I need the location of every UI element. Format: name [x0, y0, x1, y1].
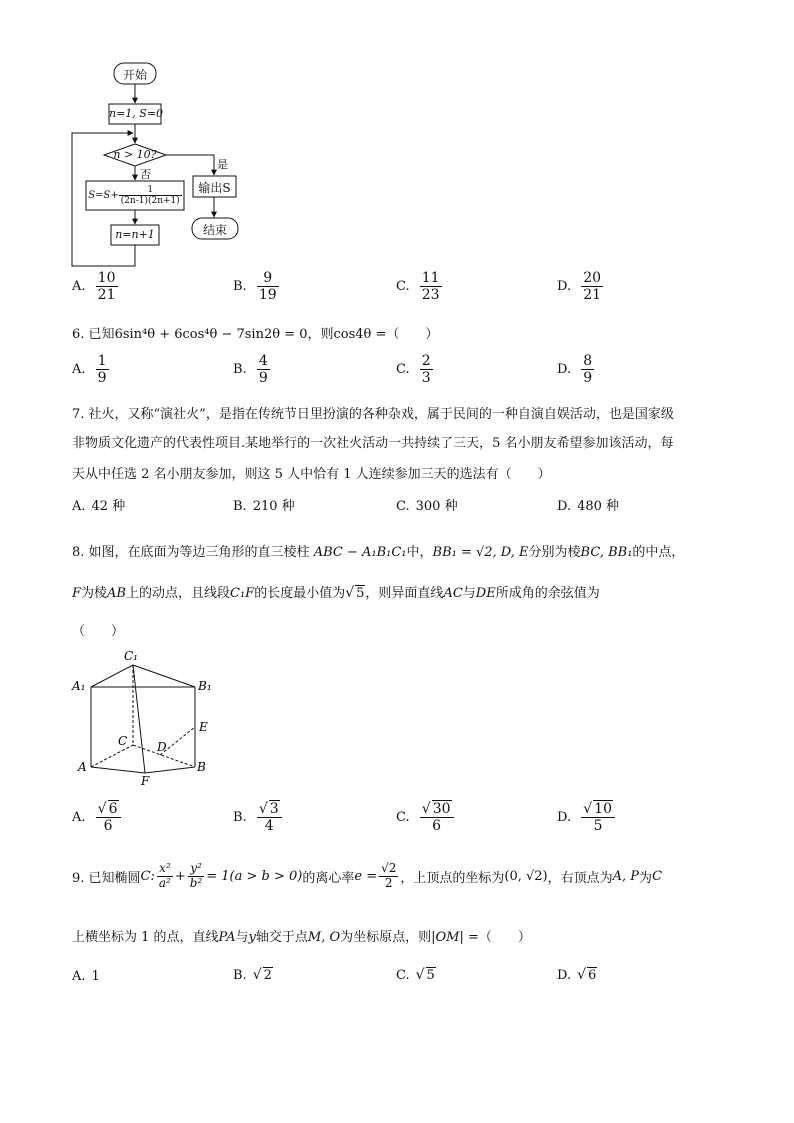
q9-line2-i: （ ） — [478, 930, 531, 945]
q5-option-d-label: D. — [557, 279, 572, 295]
q6-stem — [72, 323, 438, 342]
q8-option-d-label: D. — [557, 809, 572, 825]
q8-line1-a: 8. 如图，在底面为等边三角形的直三棱柱 — [72, 545, 310, 560]
q5-option-d[interactable] — [557, 270, 603, 303]
q9-line1-d: 的离心率 — [302, 870, 355, 886]
prism-label-c: C — [118, 734, 128, 748]
q9-line1-c: = 1(a > b > 0) — [206, 868, 303, 884]
q7-option-d-label: D. — [557, 499, 572, 514]
q7-option-c[interactable] — [396, 495, 458, 514]
q9-x-num: x² — [157, 862, 173, 877]
q5-option-a-num: 10 — [97, 270, 116, 286]
flow-process-label — [87, 182, 183, 209]
q8-line2-d: 上的动点，且线段 — [126, 586, 231, 601]
q7-option-b-label: B. — [233, 499, 247, 514]
q9-option-d-sqrt-icon: √ — [577, 967, 587, 983]
q8-line1-e: 分别为棱 — [528, 545, 581, 560]
prism-label-a: A — [78, 760, 87, 774]
q5-option-c[interactable] — [396, 270, 442, 303]
q9-line1-i: A, P — [612, 868, 640, 884]
q7-line-2: 非物质文化遗产的代表性项目.某地举行的一次社火活动一共持续了三天，5 名小朋友希望参加该活动，每 — [72, 436, 674, 451]
q9-line1-h: ，右顶点为 — [547, 870, 613, 886]
q8-option-d[interactable] — [557, 800, 615, 834]
q9-option-b-label: B. — [233, 968, 247, 983]
q5-option-c-num: 11 — [421, 270, 440, 286]
q9-line-2 — [72, 926, 531, 945]
q8-option-b-root: 3 — [269, 801, 279, 817]
q8-option-c[interactable] — [396, 800, 454, 834]
flow-init-label: n=1, S=0 — [109, 107, 164, 120]
q9-line2-g: 为坐标原点，则 — [340, 930, 432, 945]
q5-option-c-den: 23 — [421, 287, 440, 304]
flow-process-num: 1 — [119, 185, 182, 196]
q8-option-d-sqrt-icon: √ — [583, 801, 593, 817]
q9-line2-a: 上横坐标为 1 的点，直线 — [72, 930, 219, 945]
q5-option-b-label: B. — [233, 279, 247, 295]
q7-option-a[interactable] — [72, 495, 125, 514]
flow-condition-label: n > 10? — [113, 148, 157, 161]
q9-e-den: 2 — [384, 875, 393, 890]
q6-option-d-num: 8 — [583, 353, 593, 369]
q5-option-d-den: 21 — [583, 287, 602, 304]
flow-process-den: (2n-1)(2n+1) — [120, 196, 180, 206]
q9-option-c[interactable] — [396, 967, 436, 983]
q6-option-d-label: D. — [557, 362, 572, 378]
flow-no-label: 否 — [140, 168, 151, 181]
q9-y-den: b² — [189, 875, 203, 890]
q9-line-1: 9. 已知椭圆 C: $\frac{\text{x²}}{\text{a²}}$ + $\frac{\text{y²}}{\text{b²}}$ = 1(a > b > 0) 的离心率 e = $\frac{√2}{2}$ ，上顶点的坐标为 (0, √2) ，右顶点为 A, P 为 C — [72, 861, 663, 890]
q8-line2-f: 的长度最小值为 — [254, 586, 346, 601]
q8-option-b-den: 4 — [264, 818, 274, 835]
q8-line1-c: 中， — [406, 545, 433, 560]
q9-option-d-root: 6 — [588, 968, 597, 983]
q9-option-c-label: C. — [396, 968, 410, 983]
q5-option-c-label: C. — [396, 279, 410, 295]
q8-option-a-root: 6 — [108, 801, 118, 817]
q8-option-c-den: 6 — [432, 818, 442, 835]
q8-option-b[interactable] — [233, 800, 282, 834]
q7-option-d[interactable] — [557, 495, 619, 514]
q9-line2-d: y — [248, 930, 256, 945]
q9-option-d[interactable] — [557, 967, 597, 983]
q5-option-a-label: A. — [72, 279, 86, 295]
q9-line1-g: (0, √2) — [504, 868, 548, 884]
q6-option-b[interactable] — [233, 353, 270, 386]
q9-line1-b: C: — [140, 868, 155, 884]
q9-y-num: y² — [188, 862, 205, 877]
q8-line2-i: AC — [443, 586, 463, 601]
q6-option-b-label: B. — [233, 362, 247, 378]
q9-line1-j: 为 — [639, 870, 653, 886]
q9-option-a[interactable] — [72, 969, 100, 984]
q9-e-num: √2 — [381, 861, 397, 875]
q8-line2-l: 所成角的余弦值为 — [495, 586, 600, 601]
q9-line1-k: C — [652, 868, 663, 884]
q6-ask: ，则cos4θ =（ ） — [307, 327, 439, 342]
q8-sqrt-icon: √ — [345, 585, 355, 601]
q6-option-c-label: C. — [396, 362, 410, 378]
q5-option-b-num: 9 — [257, 270, 279, 287]
q7-option-c-label: C. — [396, 499, 410, 514]
q6-lead: 已知 — [88, 327, 115, 342]
q8-line2-j: 与 — [462, 586, 476, 601]
q5-option-b[interactable] — [233, 270, 279, 303]
q5-option-b-den: 19 — [258, 287, 277, 304]
q8-option-c-sqrt-icon: √ — [421, 801, 431, 817]
prism-label-e: E — [199, 720, 208, 734]
q9-option-d-label: D. — [557, 968, 572, 983]
q6-option-a-den: 9 — [97, 370, 107, 387]
flow-process-lhs: S=S+ — [88, 190, 119, 201]
q9-line2-f: M, O — [307, 930, 341, 945]
q6-option-c-num: 2 — [421, 353, 431, 369]
q8-line-3: （ ） — [72, 624, 125, 639]
q7-option-a-label: A. — [72, 499, 86, 514]
prism-label-c1: C₁ — [124, 649, 138, 663]
q8-option-a[interactable] — [72, 800, 121, 834]
q9-option-b-root: 2 — [263, 968, 272, 983]
q7-line-3: 天从中任选 2 名小朋友参加，则这 5 人中恰有 1 人连续参加三天的选法有（ ） — [72, 467, 551, 482]
q8-option-d-root: 10 — [594, 801, 612, 817]
q6-option-a-label: A. — [72, 362, 86, 378]
q7-option-d-text: 480 种 — [577, 499, 620, 514]
q8-line2-g: 5 — [356, 586, 365, 601]
q9-option-a-label: A. — [72, 969, 86, 984]
flow-start-label: 开始 — [122, 68, 147, 82]
prism-label-f: F — [141, 774, 150, 788]
q8-line2-b: 为棱 — [81, 586, 108, 601]
q8-line1-d: BB₁ = √2, D, E — [432, 545, 529, 560]
flow-end-label: 结束 — [202, 223, 227, 237]
q8-line2-h: ，则异面直线 — [365, 586, 444, 601]
q6-equation: 6sin⁴θ + 6cos⁴θ − 7sin2θ = 0 — [114, 327, 308, 342]
q6-option-d[interactable] — [557, 353, 594, 386]
q6-option-b-den: 9 — [258, 370, 268, 387]
q8-option-a-label: A. — [72, 809, 86, 825]
q6-option-d-den: 9 — [583, 370, 593, 387]
q6-option-a[interactable] — [72, 353, 109, 386]
q9-line2-e: 轴交于点 — [255, 930, 308, 945]
q6-option-c-den: 3 — [421, 370, 431, 387]
q5-option-d-num: 20 — [583, 270, 602, 286]
q8-line1-f: BC, BB₁ — [580, 545, 633, 560]
q8-line-1 — [72, 541, 684, 560]
q9-option-c-sqrt-icon: √ — [415, 967, 425, 983]
flow-yes-label: 是 — [217, 158, 228, 171]
q8-line2-a: F — [72, 586, 82, 601]
flow-output-label: 输出S — [198, 181, 231, 195]
prism-label-d: D — [157, 740, 167, 754]
prism-label-b1: B₁ — [198, 679, 212, 693]
q8-option-d-den: 5 — [593, 818, 603, 835]
q8-line-2 — [72, 582, 600, 601]
flow-increment-label: n=n+1 — [115, 228, 155, 241]
q8-option-a-sqrt-icon: √ — [97, 801, 107, 817]
q9-line2-h: |OM| = — [431, 930, 479, 945]
q9-line1-a: 9. 已知椭圆 — [72, 870, 141, 886]
q8-option-c-label: C. — [396, 809, 410, 825]
prism-label-a1: A₁ — [72, 679, 86, 693]
q8-option-c-root: 30 — [432, 801, 451, 817]
q8-option-b-label: B. — [233, 809, 247, 825]
q6-number: 6. — [72, 327, 85, 342]
q7-line-1: 7. 社火，又称“演社火”，是指在传统节日里扮演的各种杂戏，属于民间的一种自演自娱活动，也是国家级 — [72, 407, 674, 422]
q7-option-a-text: 42 种 — [91, 499, 126, 514]
q7-option-c-text: 300 种 — [415, 499, 458, 514]
q9-line1-f: ，上顶点的坐标为 — [400, 870, 505, 886]
prism-figure — [60, 640, 230, 790]
q9-line2-b: PA — [218, 930, 236, 945]
q9-line1-e: e = — [354, 868, 378, 884]
q8-line1-g: 的中点， — [632, 545, 685, 560]
q9-line2-c: 与 — [235, 930, 249, 945]
q8-line2-c: AB — [107, 586, 126, 601]
q8-line1-b: ABC − A₁B₁C₁ — [313, 545, 407, 560]
q5-option-a-den: 21 — [97, 287, 116, 304]
q5-option-a[interactable] — [72, 270, 118, 303]
q9-x-den: a² — [158, 875, 171, 890]
q7-option-b[interactable] — [233, 495, 295, 514]
q8-option-a-den: 6 — [103, 818, 113, 835]
q8-option-b-sqrt-icon: √ — [258, 801, 268, 817]
q9-option-a-text: 1 — [91, 969, 100, 984]
q6-option-b-num: 4 — [258, 353, 268, 369]
q9-option-b-sqrt-icon: √ — [252, 967, 262, 983]
q9-option-b[interactable] — [233, 967, 273, 983]
q6-option-a-num: 1 — [97, 353, 107, 369]
prism-label-b: B — [197, 760, 206, 774]
q8-line2-e: C₁F — [230, 586, 255, 601]
q9-option-c-root: 5 — [426, 968, 435, 983]
q6-option-c[interactable] — [396, 353, 433, 386]
q7-option-b-text: 210 种 — [252, 499, 295, 514]
flow-process-fraction — [119, 185, 182, 207]
q8-line2-k: DE — [475, 586, 496, 601]
